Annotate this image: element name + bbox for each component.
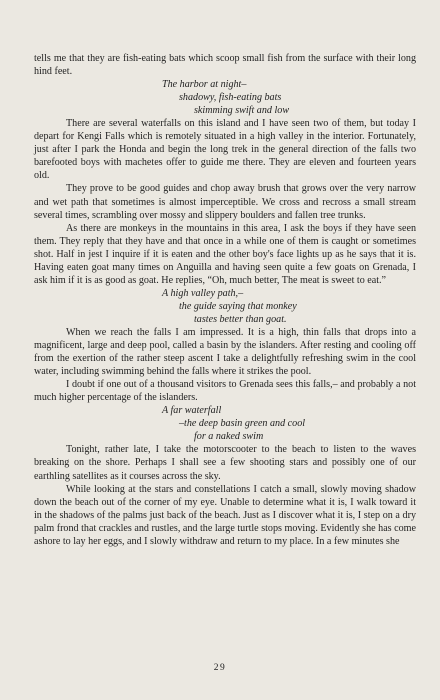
haiku-verse: [34, 287, 416, 326]
haiku-line: A high valley path,–: [162, 287, 244, 299]
page-number: 29: [213, 663, 227, 673]
paragraph: There are several waterfalls on this island and I have seen two of them, but today I depart for Kengi Falls which is remotely situated in a high valley in the interior. Fortunately, just after I park the Honda and begin the long trek in the general direction of the falls two barefooted boys with machetes offer to guide me there. They are eleven and fourteen years old.: [34, 118, 416, 182]
paragraph: Tonight, rather late, I take the motorscooter to the beach to listen to the waves breaking on the shore. Perhaps I shall see a few shooting stars and possibly one of our earthling satellites as it courses across the sky.: [34, 444, 416, 482]
haiku-line: shadowy, fish-eating bats: [179, 92, 282, 104]
haiku-verse: [34, 78, 416, 117]
paragraph: They prove to be good guides and chop away brush that grows over the very narrow and wet path that sometimes is almost imperceptible. We cross and recross a small stream several times, scrambling over mossy and slippery boulders and fallen tree trunks.: [34, 183, 416, 221]
paragraph: As there are monkeys in the mountains in this area, I ask the boys if they have seen them. They reply that they have and that once in a while one of them is caught or sometimes shot. Half in jest I inquire if it is eaten and the other boy's face lights up as he says that it is. Having eaten goat many times on Anguilla and having seen quite a few goats on Grenada, I ask him if it is as good as goat. He replies, “Oh, much better, The meat is sweet to eat.”: [34, 222, 416, 286]
haiku-line: skimming swift and low: [194, 105, 290, 117]
paragraph: While looking at the stars and constellations I catch a small, slowly moving shadow down the beach out of the corner of my eye. Unable to determine what it is, I walk toward it in the shadows of the palms just back of the beach. Just as I discover what it is, I step on a dry palm frond that crackles and rustles, and the large turtle stops moving. Evidently she has come ashore to lay her eggs, and I slowly withdraw and return to my place. In a few minutes she: [34, 483, 416, 547]
haiku-line: A far waterfall: [162, 405, 222, 417]
haiku-line: the guide saying that monkey: [179, 300, 297, 312]
haiku-line: The harbor at night–: [162, 79, 247, 91]
haiku-line: –the deep basin green and cool: [179, 418, 306, 430]
paragraph: I doubt if one out of a thousand visitors to Grenada sees this falls,– and probably a not much higher percentage of the islanders.: [34, 379, 416, 404]
haiku-line: for a naked swim: [194, 431, 264, 443]
page-body: [34, 52, 416, 548]
haiku-verse: [34, 404, 416, 443]
haiku-line: tastes better than goat.: [194, 313, 287, 325]
paragraph: When we reach the falls I am impressed. It is a high, thin falls that drops into a magnificent, large and deep pool, called a basin by the islanders. After resting and cooling off from the exertion of the rather steep ascent I take a delightfully refreshing swim in the cool water, including swimming behind the falls where it strikes the pool.: [34, 326, 416, 378]
paragraph: tells me that they are fish-eating bats which scoop small fish from the surface with their long hind feet.: [34, 53, 416, 78]
